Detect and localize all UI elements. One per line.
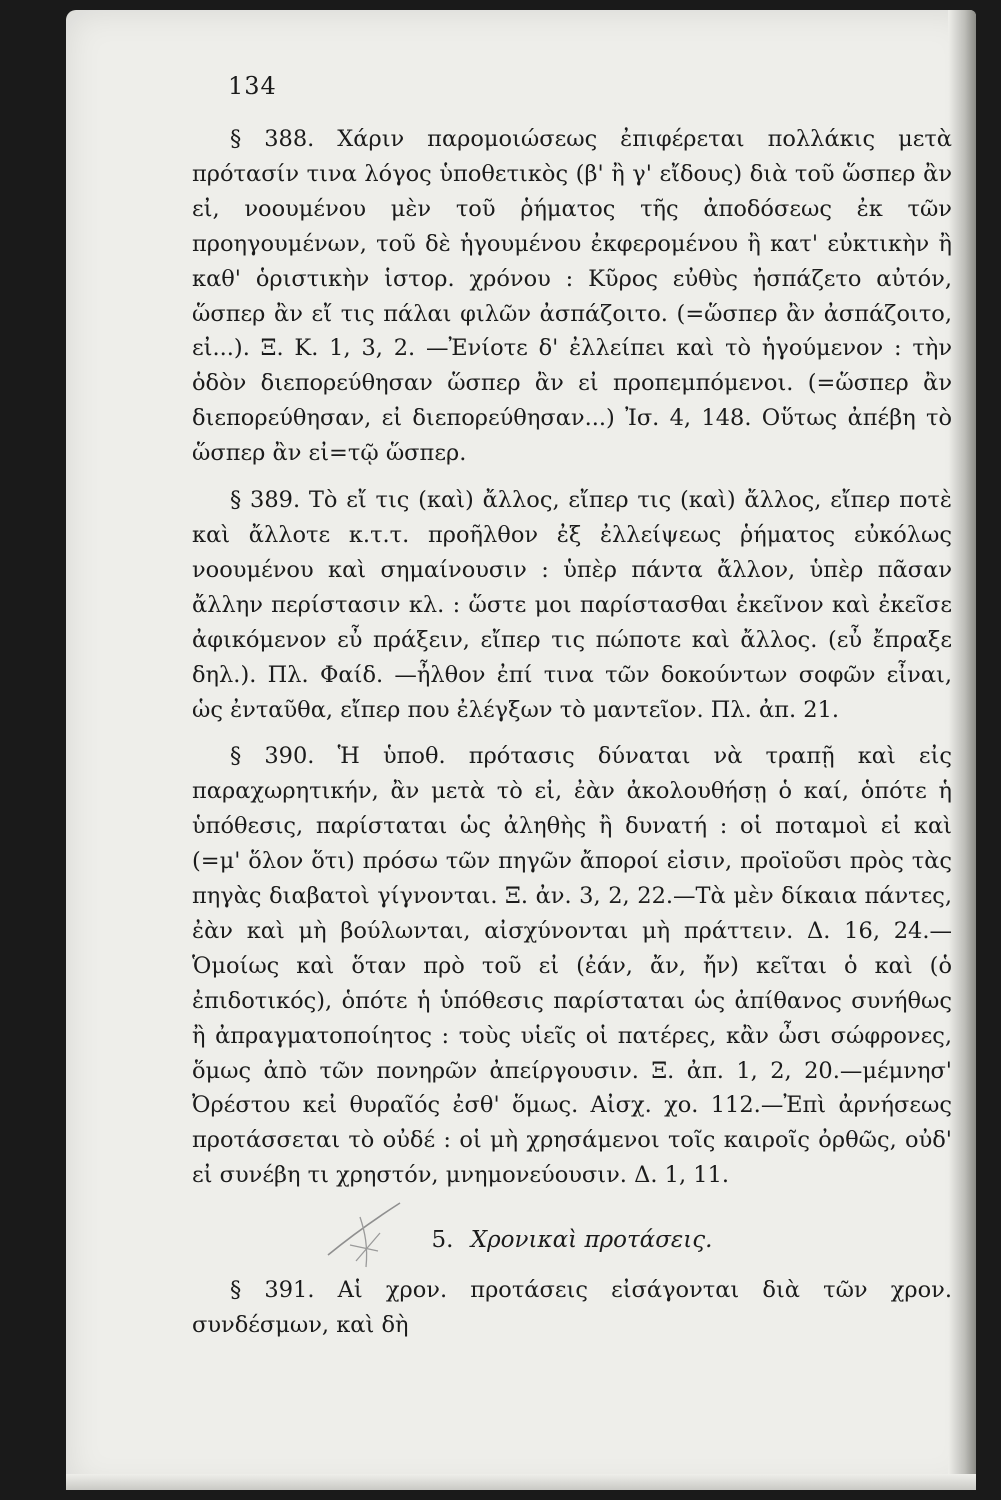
paragraph-389: § 389. Τὸ εἴ τις (καὶ) ἄλλος, εἴπερ τις (καὶ) ἄλλος, εἴπερ ποτὲ καὶ ἄλλοτε κ.τ.τ. προῆλθον ἐξ ἐλλείψεως ῥήματος εὐκόλως νοουμένου καὶ σημαίνουσιν : ὑπὲρ πάντα ἄλλον, ὑπὲρ πᾶσαν ἄλλην περίστασιν κλ. : ὥστε μοι παρίστασθαι ἐκεῖνον καὶ ἐκεῖσε ἀφικόμενον εὖ πράξειν, εἴπερ τις πώποτε καὶ ἄλλος. (εὖ ἔπραξε δηλ.). Πλ. Φαίδ. —ἦλθον ἐπί τινα τῶν δοκούντων σοφῶν εἶναι, ὡς ἐνταῦθα, εἴπερ που ἐλέγξων τὸ μαντεῖον. Πλ. ἀπ. 21. [192, 487, 952, 723]
paragraph-391: § 391. Αἱ χρον. προτάσεις εἰσάγονται διὰ τῶν χρον. συνδέσμων, καὶ δὴ [192, 1277, 952, 1339]
paragraph-388: § 388. Χάριν παρομοιώσεως ἐπιφέρεται πολλάκις μετὰ πρότασίν τινα λόγος ὑποθετικὸς (β' ἢ γ' εἴδους) διὰ τοῦ ὥσπερ ἂν εἰ, νοουμένου μὲν τοῦ ῥήματος τῆς ἀποδόσεως ἐκ τῶν προηγουμένων, τοῦ δὲ ἡγουμένου ἐκφερομένου ἢ κατ' εὐκτικὴν ἢ καθ' ὁριστικὴν ἱστορ. χρόνου : Κῦρος εὐθὺς ἠσπάζετο αὐτόν, ὥσπερ ἂν εἴ τις πάλαι φιλῶν ἀσπάζοιτο. (=ὥσπερ ἂν ἀσπάζοιτο, εἰ...). Ξ. Κ. 1, 3, 2. —Ἐνίοτε δ' ἐλλείπει καὶ τὸ ἡγούμενον : τὴν ὁδὸν διεπορεύθησαν ὥσπερ ἂν εἰ προπεμπόμενοι. (=ὥσπερ ἂν διεπορεύθησαν, εἰ διεπορεύθησαν...) Ἰσ. 4, 148. Οὕτως ἀπέβη τὸ ὥσπερ ἂν εἰ=τῷ ὥσπερ. [192, 126, 952, 467]
section-number: 5. [431, 1227, 454, 1254]
page-bottom-edge [66, 1474, 976, 1490]
book-page [66, 10, 976, 1490]
section-heading [192, 1223, 952, 1257]
pencil-mark-icon [320, 1197, 420, 1277]
page-spine-shadow [948, 10, 976, 1490]
page-number: 134 [228, 72, 277, 100]
page-body [192, 122, 952, 1355]
section-title: Χρονικαὶ προτάσεις. [470, 1227, 713, 1254]
paragraph-390: § 390. Ἡ ὑποθ. πρότασις δύναται νὰ τραπῇ καὶ εἰς παραχωρητικήν, ἂν μετὰ τὸ εἰ, ἐὰν ἀκολουθήσῃ ὁ καί, ὁπότε ἡ ὑπόθεσις, παρίσταται ὡς ἀληθὴς ἢ δυνατή : οἱ ποταμοὶ εἰ καὶ (=μ' ὅλον ὅτι) πρόσω τῶν πηγῶν ἄποροί εἰσιν, προϊοῦσι πρὸς τὰς πηγὰς διαβατοὶ γίγνονται. Ξ. ἀν. 3, 2, 22.—Τὰ μὲν δίκαια πάντες, ἐὰν καὶ μὴ βούλωνται, αἰσχύνονται μὴ πράττειν. Δ. 16, 24.—Ὁμοίως καὶ ὅταν πρὸ τοῦ εἰ (ἐάν, ἄν, ἤν) κεῖται ὁ καὶ (ὁ ἐπιδοτικός), ὁπότε ἡ ὑπόθεσις παρίσταται ὡς ἀπίθανος συνήθως ἢ ἀπραγματοποίητος : τοὺς υἱεῖς οἱ πατέρες, κἂν ὦσι σώφρονες, ὅμως ἀπὸ τῶν πονηρῶν ἀπείργουσιν. Ξ. ἀπ. 1, 2, 20.—μέμνησ' Ὀρέστου κεἰ θυραῖός ἐσθ' ὅμως. Αἰσχ. χο. 112.—Ἐπὶ ἀρνήσεως προτάσσεται τὸ οὐδέ : οἱ μὴ χρησάμενοι τοῖς καιροῖς ὀρθῶς, οὐδ' εἰ συνέβη τι χρηστόν, μνημονεύουσιν. Δ. 1, 11. [192, 743, 952, 1189]
